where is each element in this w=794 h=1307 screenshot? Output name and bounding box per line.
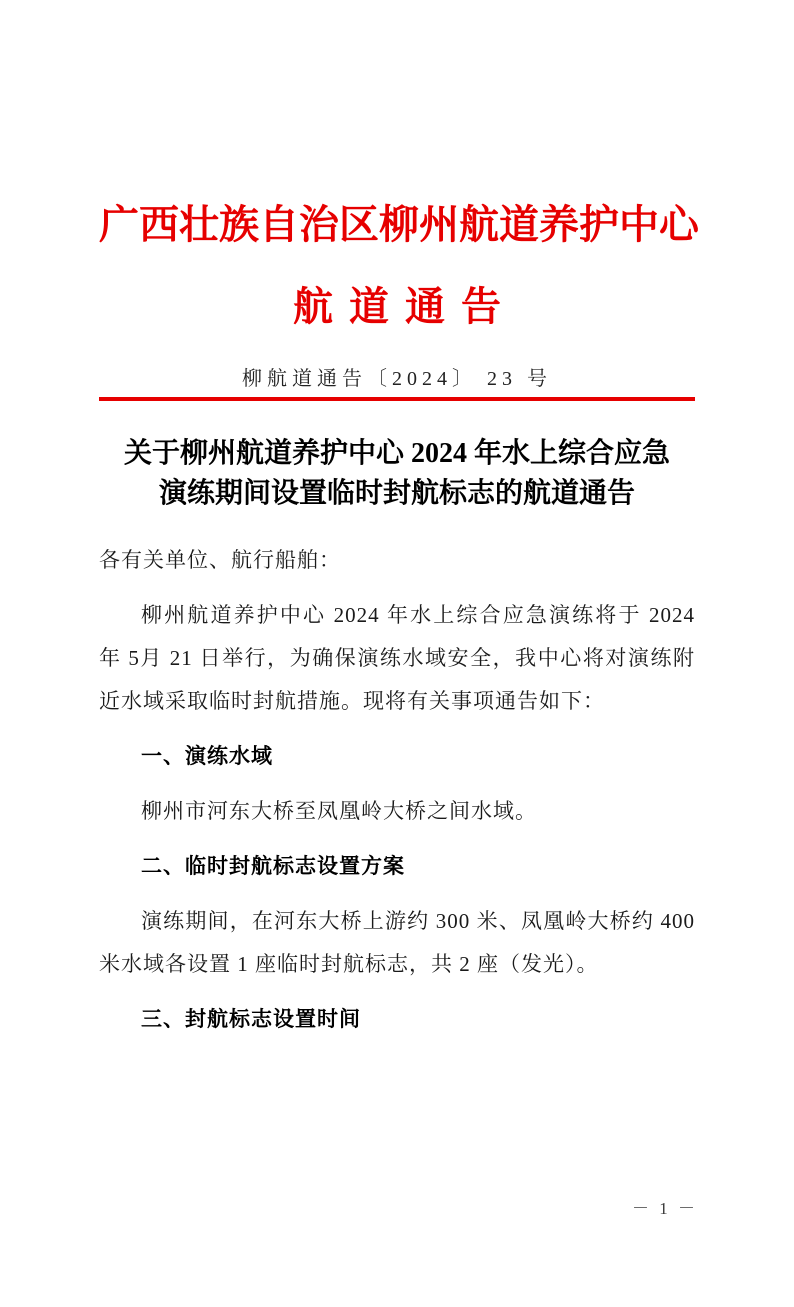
page-number: － 1 －: [632, 1199, 698, 1218]
notice-title-line2: 演练期间设置临时封航标志的航道通告: [158, 478, 635, 509]
section-3-heading: 三、封航标志设置时间: [141, 1008, 361, 1031]
letterhead-divider: [99, 397, 695, 401]
doc-number: 柳航道通告〔2024〕 23 号: [242, 368, 552, 390]
notice-title: [99, 434, 695, 514]
notice-body: [99, 434, 695, 1041]
letterhead: [99, 184, 699, 401]
section-1-heading: 一、演练水域: [141, 745, 273, 768]
salutation: 各有关单位、航行船舶：: [99, 548, 341, 572]
intro-paragraph: 柳州航道养护中心 2024 年水上综合应急演练将于 2024 年 5月 21 日举行，为确保演练水域安全，我中心将对演练附近水域采取临时封航措施。现将有关事项通告如下：: [99, 603, 695, 713]
org-name-text: 广西壮族自治区柳州航道养护中心: [99, 202, 699, 247]
section-1-body: 柳州市河东大桥至凤凰岭大桥之间水域。: [141, 799, 537, 823]
document-page: [0, 184, 794, 1307]
section-2-heading: 二、临时封航标志设置方案: [141, 855, 405, 878]
doc-type-text: 航道通告: [293, 284, 517, 329]
section-2-body: 演练期间，在河东大桥上游约 300 米、凤凰岭大桥约 400 米水域各设置 1 座临时封航标志，共 2 座（发光）。: [99, 909, 695, 976]
notice-title-line1: 关于柳州航道养护中心 2024 年水上综合应急: [123, 438, 670, 469]
letterhead-title: [99, 184, 699, 348]
